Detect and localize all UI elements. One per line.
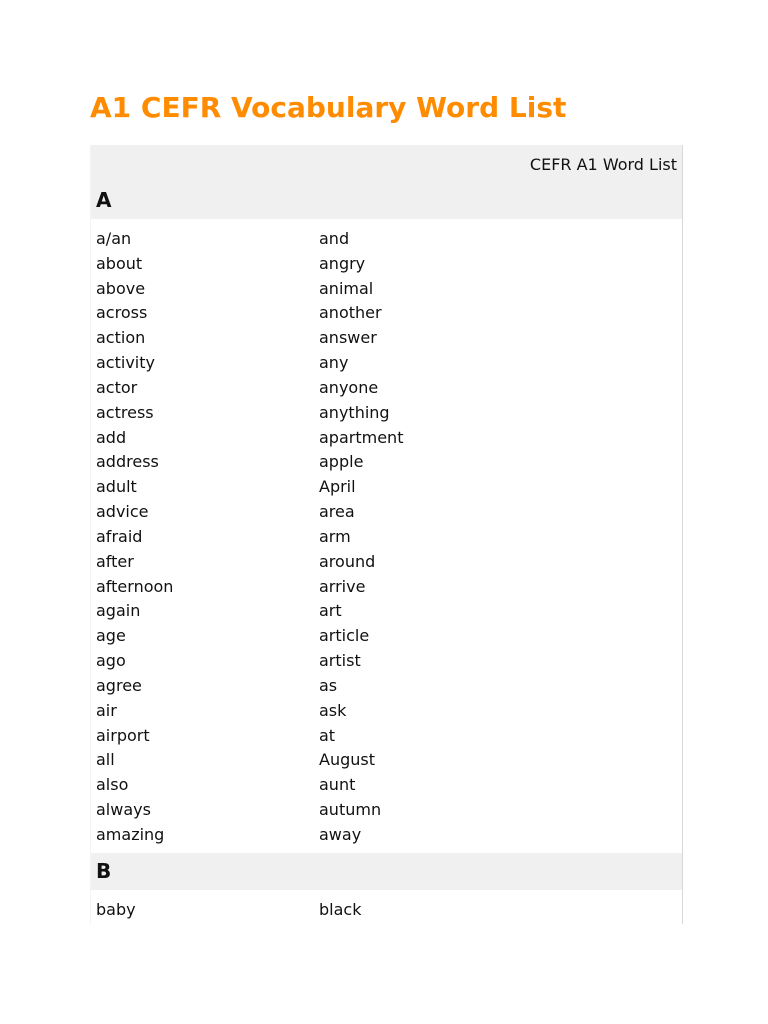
word-item: air bbox=[96, 700, 117, 720]
word-item: another bbox=[319, 303, 382, 323]
word-item: angry bbox=[319, 253, 366, 273]
word-item: autumn bbox=[319, 800, 382, 820]
word-item: activity bbox=[96, 353, 155, 373]
word-item: actor bbox=[96, 377, 138, 397]
word-item: August bbox=[319, 750, 375, 770]
word-item: area bbox=[319, 502, 355, 522]
word-item: age bbox=[96, 626, 126, 646]
word-item: anyone bbox=[319, 377, 379, 397]
word-item: and bbox=[319, 229, 350, 248]
word-item: agree bbox=[96, 675, 142, 695]
word-item: any bbox=[319, 353, 349, 373]
word-item: afternoon bbox=[96, 576, 174, 596]
word-section-b bbox=[91, 890, 682, 924]
word-item: across bbox=[96, 303, 148, 323]
word-column-1 bbox=[91, 898, 319, 923]
word-list-table bbox=[90, 145, 683, 924]
word-item: advice bbox=[96, 502, 149, 522]
word-column-1 bbox=[91, 227, 319, 848]
word-item: add bbox=[96, 427, 127, 447]
word-item: baby bbox=[96, 899, 136, 919]
word-item: apartment bbox=[319, 427, 404, 447]
word-item: amazing bbox=[96, 824, 165, 844]
letter-header-b: B bbox=[91, 853, 682, 890]
word-item: action bbox=[96, 328, 146, 348]
word-item: around bbox=[319, 551, 376, 571]
word-item: ask bbox=[319, 700, 347, 720]
letter-header-a: A bbox=[91, 182, 682, 219]
word-item: all bbox=[96, 750, 115, 770]
word-item: at bbox=[319, 725, 336, 745]
word-item: article bbox=[319, 626, 370, 646]
word-item: a/an bbox=[96, 229, 132, 248]
word-item: black bbox=[319, 899, 362, 919]
word-section-a bbox=[91, 219, 682, 853]
word-item: apple bbox=[319, 452, 364, 472]
word-item: always bbox=[96, 800, 151, 820]
word-item: art bbox=[319, 601, 342, 621]
word-item: ago bbox=[96, 651, 126, 671]
word-item: adult bbox=[96, 477, 137, 497]
word-item: also bbox=[96, 775, 129, 795]
table-caption: CEFR A1 Word List bbox=[91, 145, 682, 182]
word-item: away bbox=[319, 824, 362, 844]
word-item: animal bbox=[319, 278, 374, 298]
word-item: again bbox=[96, 601, 141, 621]
word-item: anything bbox=[319, 402, 390, 422]
word-item: address bbox=[96, 452, 159, 472]
word-item: above bbox=[96, 278, 146, 298]
word-item: answer bbox=[319, 328, 377, 348]
word-item: actress bbox=[96, 402, 154, 422]
word-item: airport bbox=[96, 725, 150, 745]
word-item: April bbox=[319, 477, 356, 497]
page-title: A1 CEFR Vocabulary Word List bbox=[90, 91, 567, 124]
word-item: artist bbox=[319, 651, 361, 671]
word-item: about bbox=[96, 253, 143, 273]
word-item: arrive bbox=[319, 576, 366, 596]
word-item: after bbox=[96, 551, 134, 571]
word-item: aunt bbox=[319, 775, 356, 795]
word-item: as bbox=[319, 675, 338, 695]
word-column-2 bbox=[319, 227, 619, 848]
sections-container bbox=[91, 182, 682, 924]
word-item: arm bbox=[319, 526, 351, 546]
word-column-2 bbox=[319, 898, 619, 923]
word-item: afraid bbox=[96, 526, 143, 546]
